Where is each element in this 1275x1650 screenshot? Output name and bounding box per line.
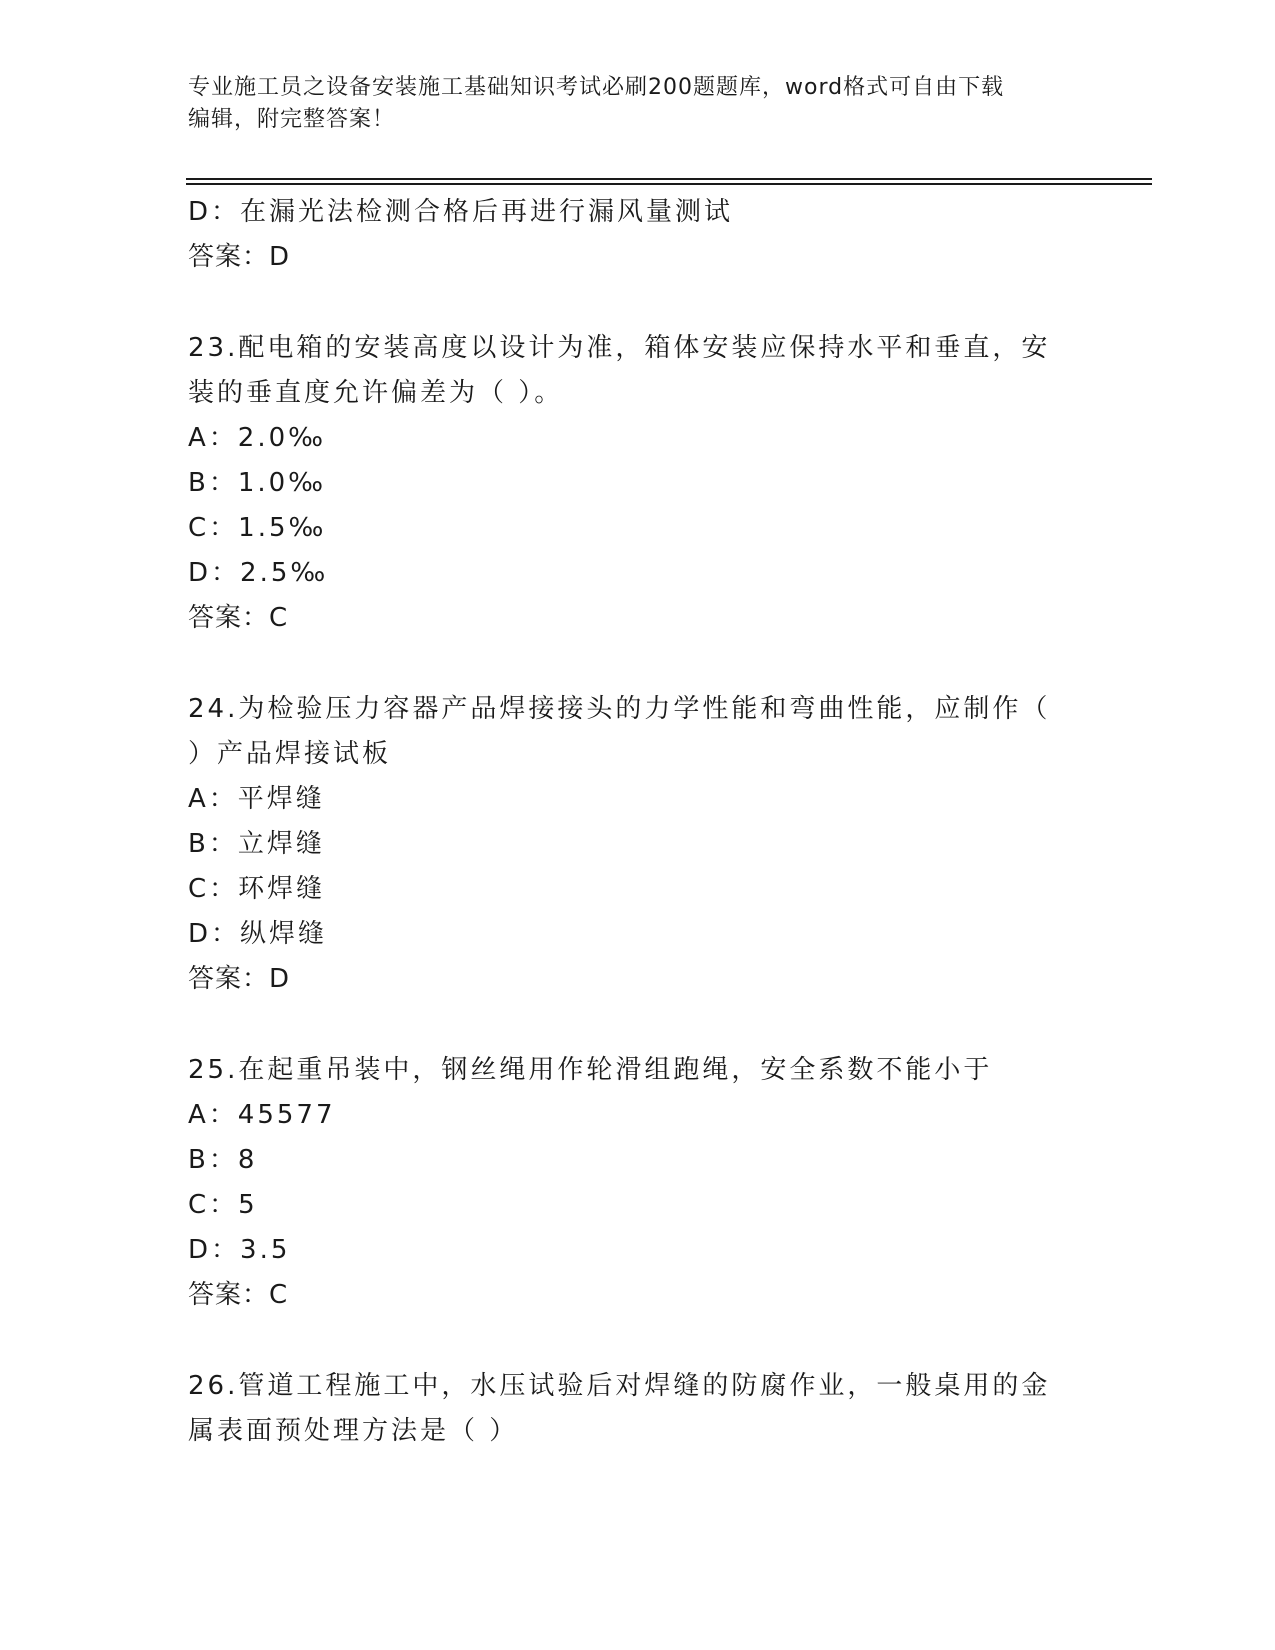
option-c: C：5	[188, 1190, 258, 1220]
option-c: C：环焊缝	[188, 874, 326, 904]
option-b: B：1.0‰	[188, 468, 327, 498]
answer-line: 答案：D	[188, 964, 291, 994]
question-text: 26.管道工程施工中，水压试验后对焊缝的防腐作业，一般桌用的金属表面预处理方法是（ ）	[188, 1371, 1051, 1446]
question-26	[188, 1364, 1088, 1454]
question-text: 24.为检验压力容器产品焊接接头的力学性能和弯曲性能，应制作（ ）产品焊接试板	[188, 694, 1051, 769]
option-a: A：平焊缝	[188, 784, 325, 814]
spacer	[188, 641, 1088, 687]
carryover-block	[188, 190, 1088, 280]
document-header	[188, 72, 1088, 136]
question-text: 25.在起重吊装中，钢丝绳用作轮滑组跑绳，安全系数不能小于	[188, 1055, 993, 1085]
spacer	[188, 280, 1088, 326]
header-rule-bottom	[186, 183, 1152, 185]
spacer	[188, 1002, 1088, 1048]
answer-line: 答案：C	[188, 603, 289, 633]
question-23	[188, 326, 1088, 641]
header-title-line-2: 编辑，附完整答案！	[188, 107, 396, 132]
option-d: D：在漏光法检测合格后再进行漏风量测试	[188, 197, 734, 227]
question-25	[188, 1048, 1088, 1318]
answer-line: 答案：D	[188, 242, 291, 272]
spacer	[188, 1318, 1088, 1364]
answer-line: 答案：C	[188, 1280, 289, 1310]
option-b: B：8	[188, 1145, 258, 1175]
option-c: C：1.5‰	[188, 513, 327, 543]
question-text: 23.配电箱的安装高度以设计为准，箱体安装应保持水平和垂直，安装的垂直度允许偏差为（ ）。	[188, 333, 1051, 408]
header-title-line-1: 专业施工员之设备安装施工基础知识考试必刷200题题库，word格式可自由下载	[188, 75, 1005, 100]
question-24	[188, 687, 1088, 1002]
option-b: B：立焊缝	[188, 829, 325, 859]
option-a: A：45577	[188, 1100, 336, 1130]
option-a: A：2.0‰	[188, 423, 327, 453]
option-d: D：3.5	[188, 1235, 291, 1265]
option-d: D：纵焊缝	[188, 919, 328, 949]
option-d: D：2.5‰	[188, 558, 329, 588]
header-rule-top	[186, 178, 1152, 180]
document-body	[188, 190, 1088, 1454]
